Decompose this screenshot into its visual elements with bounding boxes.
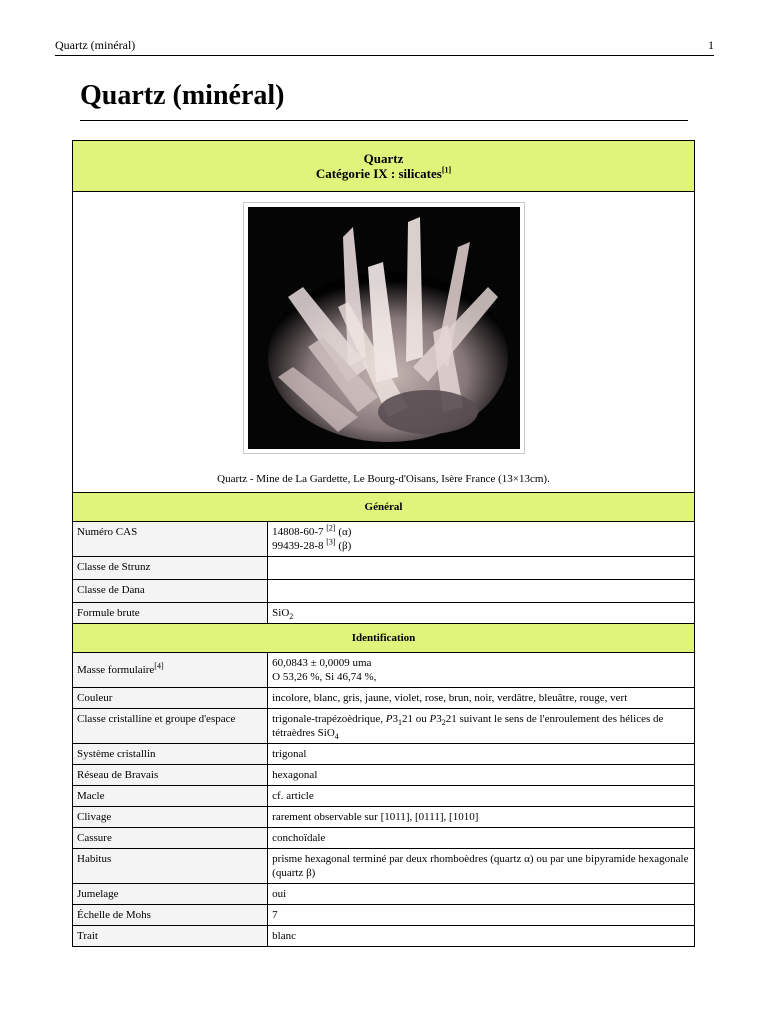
value-strunz [268,557,695,580]
value-trait: blanc [268,926,695,947]
row-strunz [73,557,695,580]
value-mohs: 7 [268,905,695,926]
value-dana [268,580,695,603]
row-jumelage [73,884,695,905]
infobox-header [73,141,695,192]
label-macle: Macle [73,786,268,807]
row-trait [73,926,695,947]
row-macle [73,786,695,807]
value-cassure: conchoïdale [268,828,695,849]
row-cassure [73,828,695,849]
value-jumelage: oui [268,884,695,905]
value-classe-cristalline: trigonale-trapézoèdrique, $P3_121$ ou $P3_221$ suivant le sens de l'enroulement des hélices de tétraèdres SiO$_4$ [268,709,695,744]
section-identification-row [73,624,695,653]
page-number: 1 [708,38,714,52]
value-systeme: trigonal [268,744,695,765]
mass-ref-4-link[interactable]: [4] [154,661,164,671]
row-mohs [73,905,695,926]
label-reseau: Réseau de Bravais [73,765,268,786]
row-couleur [73,688,695,709]
label-cassure: Cassure [73,828,268,849]
image-caption: Quartz - Mine de La Gardette, Le Bourg-d'Oisans, Isère France (13×13cm). [217,473,550,485]
image-cell [73,192,695,493]
label-mohs: Échelle de Mohs [73,905,268,926]
label-classe-cristalline: Classe cristalline et groupe d'espace [73,709,268,744]
value-reseau: hexagonal [268,765,695,786]
label-mass: Masse formulaire[4] [73,653,268,688]
row-dana [73,580,695,603]
label-trait: Trait [73,926,268,947]
running-title: Quartz (minéral) [55,38,136,52]
label-habitus: Habitus [73,849,268,884]
label-cas: Numéro CAS [73,522,268,557]
section-identification: Identification [73,624,695,653]
mineral-category: Catégorie IX : silicates[1] [315,165,452,181]
image-row [73,192,695,493]
cas-ref-2-link[interactable]: [2] [326,523,336,533]
label-clivage: Clivage [73,807,268,828]
row-habitus [73,849,695,884]
value-cas: 14808-60-7 [2] (α) 99439-28-8 [3] (β) [268,522,695,557]
mineral-name: Quartz [363,151,404,166]
row-formula [73,603,695,624]
label-couleur: Couleur [73,688,268,709]
label-dana: Classe de Dana [73,580,268,603]
row-classe-cristalline [73,709,695,744]
row-systeme [73,744,695,765]
value-formula: SiO$_2$ [268,603,695,624]
section-general: Général [73,493,695,522]
image-frame [243,202,525,454]
value-macle: cf. article [268,786,695,807]
infobox-header-row [73,141,695,192]
row-cas [73,522,695,557]
value-clivage: rarement observable sur [1011], [0111], [1010] [268,807,695,828]
section-general-row [73,493,695,522]
value-habitus: prisme hexagonal terminé par deux rhomboèdres (quartz α) ou par une bipyramide hexagonale (quartz β) [268,849,695,884]
quartz-crystal-photo[interactable] [248,207,520,449]
row-clivage [73,807,695,828]
label-jumelage: Jumelage [73,884,268,905]
mineral-infobox [72,140,695,947]
value-mass: 60,0843 ± 0,0009 uma O 53,26 %, Si 46,74 %, [268,653,695,688]
label-formula: Formule brute [73,603,268,624]
running-header [55,38,714,56]
value-couleur: incolore, blanc, gris, jaune, violet, rose, brun, noir, verdâtre, bleuâtre, rouge, vert [268,688,695,709]
row-mass [73,653,695,688]
label-systeme: Système cristallin [73,744,268,765]
page-title: Quartz (minéral) [80,80,688,121]
category-ref-link[interactable]: [1] [441,165,452,175]
cas-ref-3-link[interactable]: [3] [326,537,336,547]
label-strunz: Classe de Strunz [73,557,268,580]
row-reseau [73,765,695,786]
